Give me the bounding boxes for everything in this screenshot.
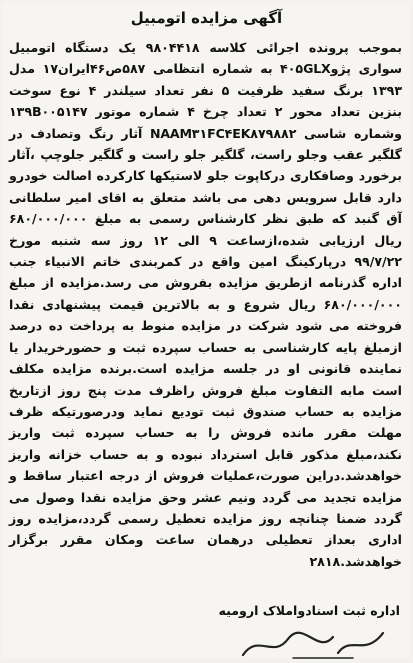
issuing-office: اداره ثبت اسنادواملاک ارومیه — [218, 603, 400, 618]
notice-body — [9, 37, 402, 572]
handwritten-signature — [233, 625, 403, 663]
notice-title: آگهی مزایده اتومبیل — [130, 9, 283, 27]
auction-notice — [3, 3, 410, 658]
notice-paragraph: بموجب پرونده اجرائی کلاسه ۹۸۰۴۴۱۸ یک دستگاه اتومبیل سواری پژو۴۰۵GLX به شماره انتظامی ۵۸۷ص۴۶ایران۱۷ مدل ۱۳۹۳ برنگ سفید ظرفیت ۵ نفر تعداد سیلندر ۴ نوع سوخت بنزین تعداد محور ۲ تعداد چرخ ۴ شماره موتور ۱۳۹B۰۰۵۱۴۷ وشماره شاسی NAAM۳۱FC۴EK۸۷۹۸۸۲ آثار رنگ وتصادف در گلگیر عقب وجلو راست، گلگیر جلو راست و گلگیر جلوچپ ،آثار برخورد وصافکاری درکاپوت جلو لاستیکها کارکرده اصالت خودرو دارد قابل سرویس دهی می باشد متعلق به اقای امیر سلطانی آق گنبد که طبق نظر کارشناس رسمی به مبلغ ۶۸۰/۰۰۰/۰۰۰ ریال ارزیابی شده،ازساعت ۹ الی ۱۲ روز سه شنبه مورخ ۹۹/۷/۲۲ درپارکینگ امین واقع در کمربندی خاتم الانبیاء جنب اداره گذرنامه ازطریق مزایده بفروش می رسد.مزایده از مبلغ ۶۸۰/۰۰۰/۰۰۰ ریال شروع و به بالاترین قیمت پیشنهادی نقدا فروخته می شود شرکت در مزایده منوط به پرداخت ده درصد ازمبلغ پایه کارشناسی به حساب سپرده ثبت و حضورخریدار یا نماینده قانونی او در جلسه مزایده است.برنده مزایده مکلف است مابه التفاوت مبلغ فروش راظرف مدت پنج روز ازتاریخ مزایده به حساب صندوق ثبت تودیع نماید ودرصورتیکه ظرف مهلت مقرر مانده فروش را به حساب سپرده ثبت واریز نکند،مبلغ مذکور قابل استرداد نبوده و به حساب خزانه واریز خواهدشد.دراین صورت،عملیات فروش از درجه اعتبار ساقط و مزایده تجدید می گردد ونیم عشر وحق مزایده نقدا وصول می گردد ضمنا چنانچه روز مزایده تعطیل رسمی گردد،مزایده روز اداری بعداز تعطیلی درهمان ساعت ومکان مقرر برگزار خواهدشد.۲۸۱۸ — [9, 40, 403, 569]
